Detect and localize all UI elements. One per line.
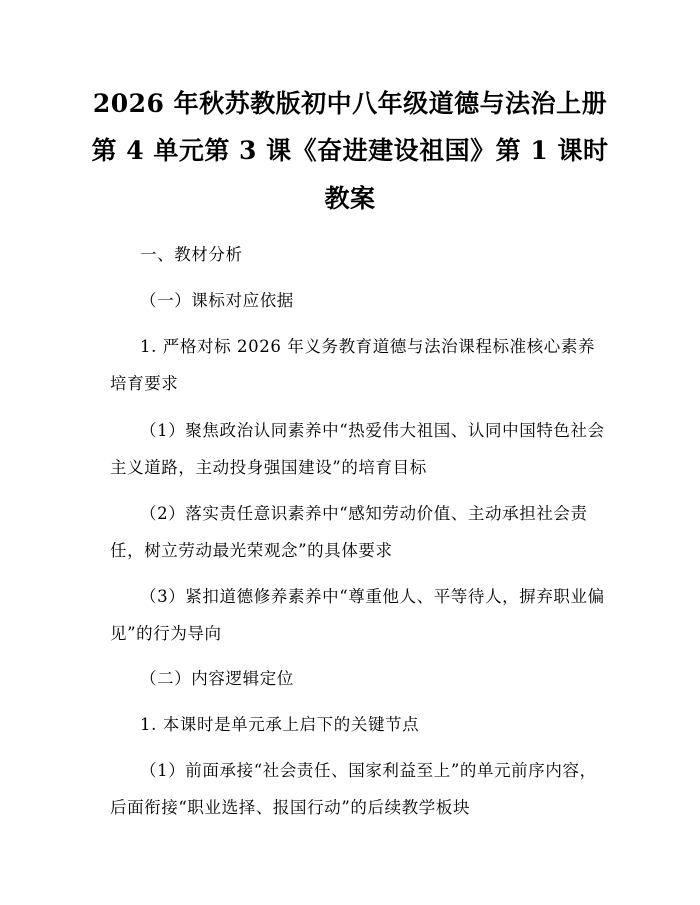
- subsection-heading-curriculum-basis: （一）课标对应依据: [140, 291, 294, 310]
- document-title-line-1: 2026 年秋苏教版初中八年级道德与法治上册: [92, 89, 608, 118]
- paragraph-item-1-3: （3）紧扣道德修养素养中“尊重他人、平等待人，摒弃职业偏见”的行为导向: [110, 587, 605, 643]
- document-title-line-3: 教案: [324, 184, 376, 213]
- paragraph-item-2-1: （1）前面承接“社会责任、国家利益至上”的单元前序内容，后面衔接“职业选择、报国行动”的后续教学板块: [110, 761, 597, 817]
- paragraph-item-1-2: （2）落实责任意识素养中“感知劳动价值、主动承担社会责任，树立劳动最光荣观念”的具体要求: [110, 504, 588, 560]
- paragraph-item-2: 1. 本课时是单元承上启下的关键节点: [140, 715, 420, 734]
- subsection-heading-content-logic: （二）内容逻辑定位: [140, 669, 294, 688]
- paragraph-item-1-1: （1）聚焦政治认同素养中“热爱伟大祖国、认同中国特色社会主义道路，主动投身强国建设”的培育目标: [110, 421, 605, 477]
- document-title-line-2: 第 4 单元第 3 课《奋进建设祖国》第 1 课时: [91, 136, 609, 165]
- section-heading-textbook-analysis: 一、教材分析: [140, 245, 243, 264]
- paragraph-item-1: 1. 严格对标 2026 年义务教育道德与法治课程标准核心素养培育要求: [110, 337, 596, 393]
